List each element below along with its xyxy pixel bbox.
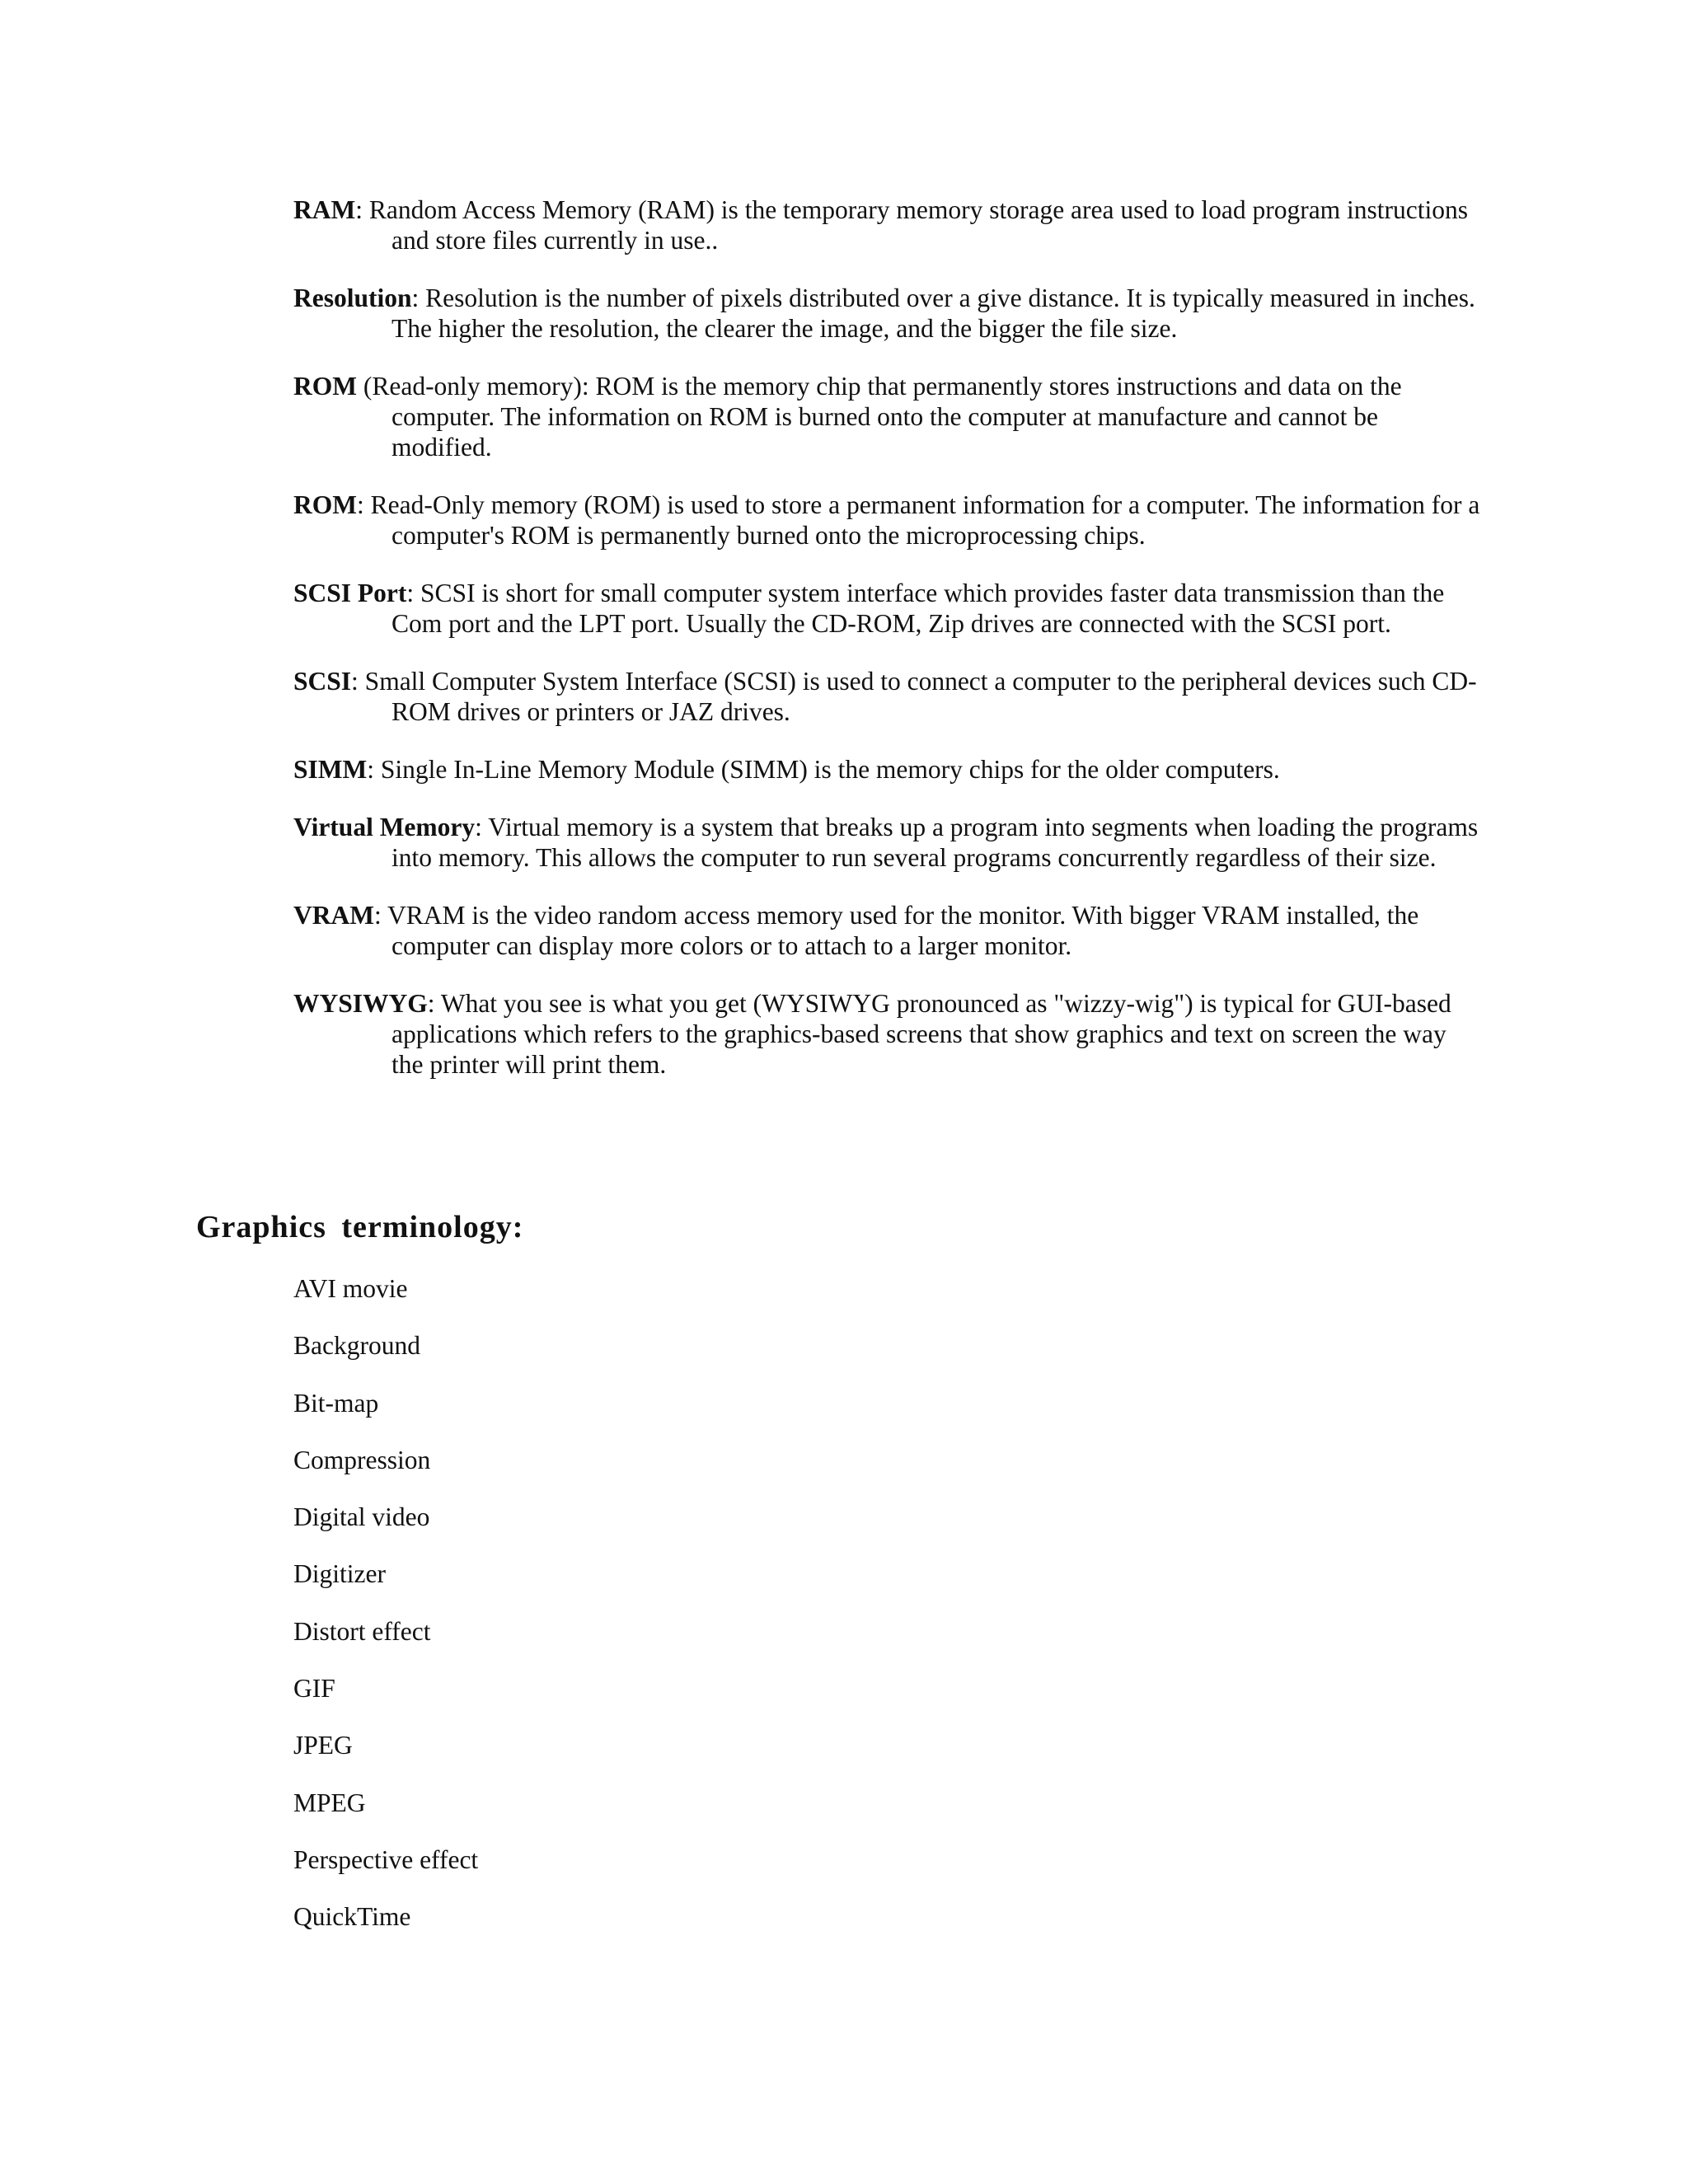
graphics-term: Perspective effect [293,1844,479,1874]
glossary-definition: : What you see is what you get (WYSIWYG pronounced as "wizzy-wig") is typical for GUI-based applications which refers to the graphics-based screens that show graphics and text on screen the way the printer will print them. [392,989,1451,1079]
glossary-entry [293,283,1480,344]
glossary-entry [293,194,1480,255]
glossary-definition: : VRAM is the video random access memory used for the monitor. With bigger VRAM installed, the computer can display more colors or to attach to a larger monitor. [373,901,1419,960]
glossary-term: ROM [293,490,357,519]
graphics-term: AVI movie [293,1274,408,1303]
glossary-term: RAM [293,195,356,224]
glossary-entry [293,812,1480,873]
graphics-term-list [293,1273,478,1959]
glossary-entry [293,754,1480,785]
graphics-term: JPEG [293,1731,353,1760]
glossary-definition: : Virtual memory is a system that breaks up a program into segments when loading the programs into memory. This allows the computer to run several programs concurrently regardless of their size. [392,813,1479,872]
glossary-definition: : SCSI is short for small computer system interface which provides faster data transmission than the Com port and the LPT port. Usually the CD-ROM, Zip drives are connected with the SCSI port. [392,579,1445,638]
glossary-term: SIMM [293,755,368,784]
graphics-term: Distort effect [293,1616,431,1646]
glossary-definition: : Random Access Memory (RAM) is the temporary memory storage area used to load program instructions and store files currently in use.. [355,195,1469,255]
glossary-term: Resolution [293,284,412,312]
glossary-term: VRAM [293,901,374,930]
graphics-term: Digitizer [293,1559,386,1589]
glossary-term: SCSI [293,667,352,696]
glossary-term: WYSIWYG [293,989,428,1018]
graphics-term: Digital video [293,1502,430,1532]
graphics-term: Bit-map [293,1388,379,1418]
graphics-term: QuickTime [293,1902,411,1932]
graphics-term: MPEG [293,1788,366,1817]
graphics-term: GIF [293,1674,335,1704]
glossary-term: ROM [293,372,357,401]
glossary-entry [293,578,1480,639]
glossary-entry [293,371,1480,462]
glossary-term: Virtual Memory [293,813,476,841]
glossary-definition: : Read-Only memory (ROM) is used to store a permanent information for a computer. The information for a computer's ROM is permanently burned onto the microprocessing chips. [356,490,1480,550]
glossary-entry [293,988,1480,1080]
glossary-definition: (Read-only memory): ROM is the memory chip that permanently stores instructions and data on the computer. The information on ROM is burned onto the computer at manufacture and cannot be modified. [356,372,1402,462]
glossary-definition: : Small Computer System Interface (SCSI) is used to connect a computer to the peripheral devices such CD-ROM drives or printers or JAZ drives. [351,667,1477,726]
graphics-term: Background [293,1331,420,1361]
glossary-entry [293,490,1480,551]
glossary-entry [293,900,1480,961]
glossary-term: SCSI Port [293,579,407,607]
glossary-list [293,194,1480,1107]
graphics-term: Compression [293,1445,431,1474]
section-heading: Graphics terminology: [196,1210,524,1244]
glossary-definition: : Single In-Line Memory Module (SIMM) is the memory chips for the older computers. [367,755,1280,784]
glossary-entry [293,666,1480,727]
glossary-definition: : Resolution is the number of pixels distributed over a give distance. It is typically measured in inches. The higher the resolution, the clearer the image, and the bigger the file size. [392,284,1475,343]
